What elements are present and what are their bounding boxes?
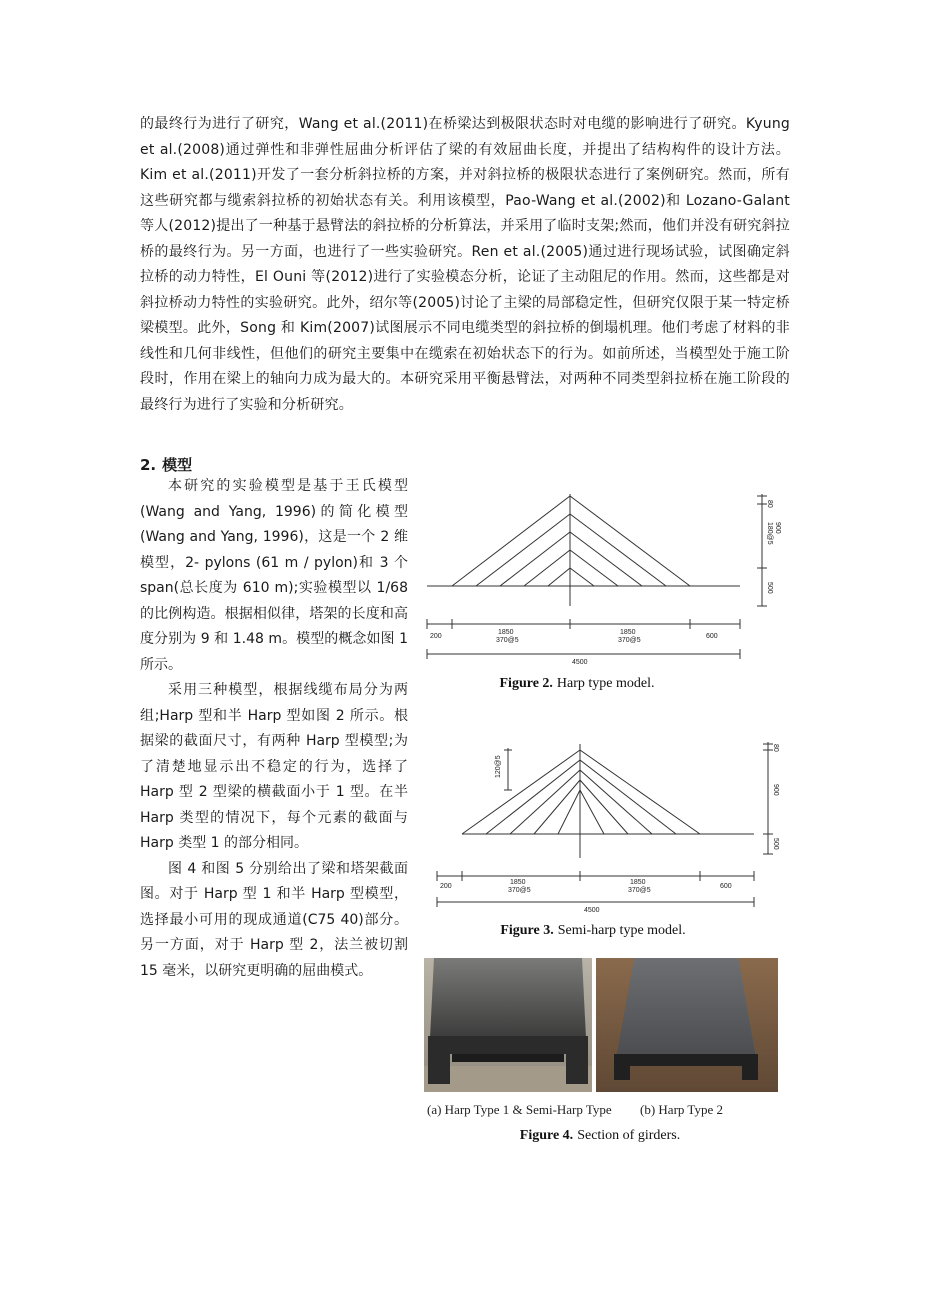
intro-paragraph-block	[140, 112, 790, 418]
fig3-dim-cable: 120@5	[495, 755, 502, 778]
figure-3-caption	[432, 923, 754, 939]
figure-4-caption-text: Section of girders.	[577, 1128, 681, 1143]
figure-2-caption-text: Harp type model.	[556, 676, 655, 691]
girder-photo-harp-type-2	[596, 958, 778, 1096]
body-paragraph-1: 本研究的实验模型是基于王氏模型(Wang and Yang, 1996)的简化模型(Wang and Yang, 1996)，这是一个 2 维模型，2- pylons (61 m / pylon)和 3 个 span(总长度为 610 m);实验模型以 1/68 的比例构造。根据相似律，塔架的长度和高度分别为 9 和 1.48 m。模型的概念如图 1 所示。	[140, 478, 408, 673]
fig3-dim-span-left: 1850	[510, 879, 526, 886]
intro-paragraph: 的最终行为进行了研究，Wang et al.(2011)在桥梁达到极限状态时对电缆的影响进行了研究。Kyung et al.(2008)通过弹性和非弹性屈曲分析评估了梁的有效屈曲长度，并提出了结构构件的设计方法。Kim et al.(2011)开发了一套分析斜拉桥的方案，并对斜拉桥的极限状态进行了案例研究。然而，所有这些研究都与缆索斜拉桥的初始状态有关。利用该模型，Pao-Wang et al.(2002)和 Lozano-Galant 等人(2012)提出了一种基于悬臂法的斜拉桥的分析算法，并采用了临时支架;然而，他们并没有研究斜拉桥的最终行为。另一方面，也进行了一些实验研究。Ren et al.(2005)通过进行现场试验，试图确定斜拉桥的动力特性，El Ouni 等(2012)进行了实验模态分析，论证了主动阻尼的作用。然而，这些都是对斜拉桥动力特性的实验研究。此外，绍尔等(2005)讨论了主梁的局部稳定性，但研究仅限于某一特定桥梁模型。此外，Song 和 Kim(2007)试图展示不同电缆类型的斜拉桥的倒塌机理。他们考虑了材料的非线性和几何非线性，但他们的研究主要集中在缆索在初始状态下的行为。如前所述，当模型处于施工阶段时，作用在梁上的轴向力成为最大的。本研究采用平衡悬臂法，对两种不同类型斜拉桥在施工阶段的最终行为进行了实验和分析研究。	[140, 116, 790, 413]
figure-4-label: Figure 4.	[519, 1128, 574, 1143]
figure-4-caption	[480, 1128, 720, 1144]
body-paragraph-3: 图 4 和图 5 分别给出了梁和塔架截面图。对于 Harp 型 1 和半 Harp 型模型，选择最小可用的现成通道(C75 40)部分。另一方面，对于 Harp 型 2，法兰被切割 15 毫米，以研究更明确的屈曲模式。	[140, 860, 408, 979]
fig2-dim-bottom: 500	[766, 582, 773, 594]
fig3-dim-bottom: 500	[772, 838, 779, 850]
fig2-dim-mid: 180@5	[766, 522, 773, 545]
fig3-dim-mid: 900	[772, 784, 779, 796]
fig3-dim-right: 600	[720, 883, 732, 890]
figure-2-harp-diagram	[422, 486, 782, 666]
fig3-dim-span-right: 1850	[630, 879, 646, 886]
fig2-dim-total: 4500	[572, 659, 588, 666]
fig3-dim-top: 80	[772, 744, 779, 752]
figure-4-subcaption-b: (b) Harp Type 2	[640, 1102, 723, 1117]
fig2-dim-span-left-sub: 370@5	[496, 637, 519, 644]
section-title: 模型	[162, 456, 193, 474]
figure-2-caption	[422, 676, 732, 692]
girder-photo-harp-type-1	[424, 958, 592, 1096]
figure-2-label: Figure 2.	[499, 676, 553, 691]
body-paragraph-2: 采用三种模型，根据线缆布局分为两组;Harp 型和半 Harp 型如图 2 所示。根据梁的截面尺寸，有两种 Harp 型模型;为了清楚地显示出不稳定的行为，选择了 Harp 型 2 型梁的横截面小于 1 型。在半 Harp 类型的情况下，每个元素的截面与 Harp 类型 1 的部分相同。	[140, 682, 408, 851]
fig3-dim-left: 200	[440, 883, 452, 890]
fig2-dim-right: 600	[706, 633, 718, 640]
section-heading	[140, 454, 198, 475]
fig2-dim-span-right-sub: 370@5	[618, 637, 641, 644]
fig2-dim-mid2: 900	[774, 522, 781, 534]
section-number: 2.	[140, 456, 157, 474]
figure-3-semi-harp-diagram	[432, 738, 784, 918]
fig3-dim-total: 4500	[584, 907, 600, 914]
figure-4-subcaption-a: (a) Harp Type 1 & Semi-Harp Type	[427, 1102, 612, 1117]
fig3-dim-span-right-sub: 370@5	[628, 887, 651, 894]
fig3-dim-span-left-sub: 370@5	[508, 887, 531, 894]
fig2-dim-span-left: 1850	[498, 629, 514, 636]
figure-3-caption-text: Semi-harp type model.	[557, 923, 686, 938]
section-body	[140, 474, 408, 984]
fig2-dim-left: 200	[430, 633, 442, 640]
fig2-dim-span-right: 1850	[620, 629, 636, 636]
figure-3-label: Figure 3.	[500, 923, 554, 938]
fig2-dim-top: 80	[766, 500, 773, 508]
